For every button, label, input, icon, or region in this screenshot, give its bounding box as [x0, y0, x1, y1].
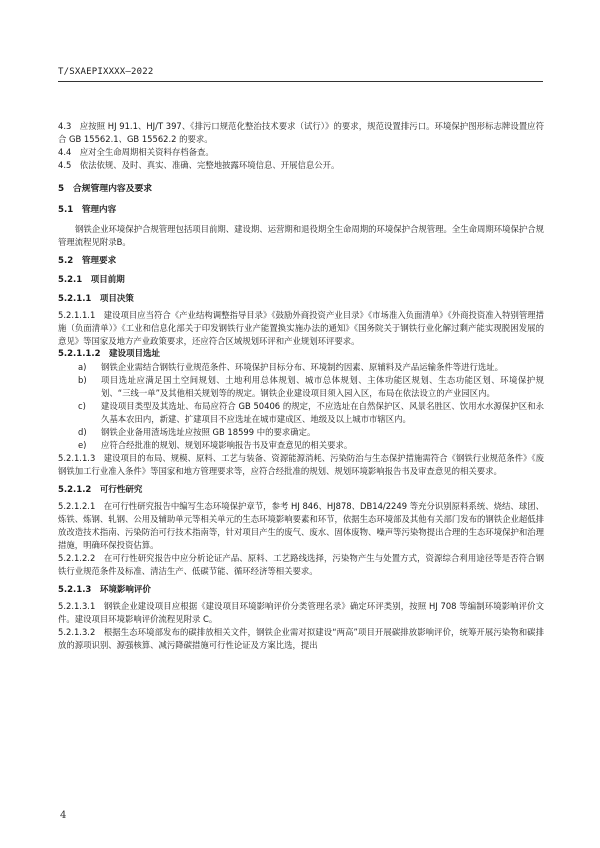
list-item [58, 400, 544, 426]
list-text: 建设项目类型及其选址、布局应符合 GB 50406 的规定，不应选址在自然保护区、风景名胜区、饮用水水源保护区和永久基本农田内，新建、扩建项目不应选址在城市建成区、地级及以上城市市辖区内。 [101, 401, 544, 424]
clause-5-2-1-2-1: 5.2.1.2.1 在可行性研究报告中编写生态环境保护章节，参考 HJ 846、HJ878、DB14/2249 等充分识别原料系统、烧结、球团、炼铁、炼钢、轧钢、公用及辅助单元等相关单元的生态环境影响要素和环节，依据生态环境部及其他有关部门发布的钢铁企业超低排放改造技术指南、污染防治可行技术指南等，针对项目产生的废气、废水、固体废物、噪声等污染物提出合理的生态环境保护和治理措施，明确环保投资估算。 [58, 501, 544, 550]
header-divider [58, 81, 543, 82]
clause-5-2-1-1-3: 5.2.1.1.3 建设项目的布局、规模、原料、工艺与装备、资源能源消耗、污染防治与生态保护措施需符合《钢铁行业规范条件》《废钢铁加工行业准入条件》等国家和地方管理要求等，应符合经批准的规划、规划环境影响报告书及审查意见的相关要求。 [58, 453, 544, 476]
section-heading-5-2-1-1: 5.2.1.1 项目决策 [58, 294, 134, 304]
list-item [58, 374, 544, 400]
clause-4-3: 4.3 应按照 HJ 91.1、HJ/T 397、《排污口规范化整治技术要求（试行）》的要求，规范设置排污口。环境保护图形标志牌设置应符合 GB 15562.1、GB 15562.2 的要求。 [58, 121, 544, 144]
clause-5-2-1-3-2: 5.2.1.3.2 根据生态环境部发布的碳排放相关文件，钢铁企业需对拟建设“两高”项目开展碳排放影响评价，统筹开展污染物和碳排放的源项识别、源强核算、减污降碳措施可行性论证及方案比选，提出 [58, 627, 544, 650]
list-marker: b) [78, 375, 87, 385]
paragraph-management-content: 钢铁企业环境保护合规管理包括项目前期、建设期、运营期和退役期全生命周期的环境保护合规管理。全生命周期环境保护合规管理流程见附录B。 [58, 224, 544, 247]
list-item [58, 361, 544, 374]
list-item [58, 439, 544, 452]
list-text: 钢铁企业备用渣场选址应按照 GB 18599 中的要求确定。 [101, 427, 316, 437]
document-code: T/SXAEPIXXXX—2022 [58, 67, 154, 77]
site-selection-list [58, 361, 544, 452]
page-number: 4 [60, 810, 67, 821]
list-marker: d) [78, 427, 87, 437]
section-heading-5: 5 合规管理内容及要求 [58, 184, 153, 194]
list-text: 项目选址应满足国土空间规划、土地利用总体规划、城市总体规划、主体功能区规划、生态功能区划、环境保护规划、“三线一单”及其他相关规划等的规定。钢铁企业建设项目须入园入区，布局在依法设立的产业园区内。 [101, 375, 544, 398]
clause-5-2-1-1-1: 5.2.1.1.1 建设项目应当符合《产业结构调整指导目录》《鼓励外商投资产业目录》《市场准入负面清单》《外商投资准入特别管理措施（负面清单）》《工业和信息化部关于印发钢铁行业产能置换实施办法的通知》《国务院关于钢铁行业化解过剩产能实现脱困发展的意见》等国家及地方产业政策要求，还应符合区域规划环评和产业规划环评要求。 [58, 310, 544, 346]
clause-5-2-1-3-1: 5.2.1.3.1 钢铁企业建设项目应根据《建设项目环境影响评价分类管理名录》确定环评类别，按照 HJ 708 等编制环境影响评价文件。建设项目环境影响评价流程见附录 C。 [58, 601, 544, 624]
document-body [58, 120, 544, 652]
section-heading-5-2-1-2: 5.2.1.2 可行性研究 [58, 485, 143, 495]
section-heading-5-1: 5.1 管理内容 [58, 205, 117, 215]
section-heading-5-2-1-3: 5.2.1.3 环境影响评价 [58, 585, 151, 595]
list-marker: a) [78, 362, 87, 372]
clause-4-5: 4.5 依法依规、及时、真实、准确、完整地披露环境信息、开展信息公开。 [58, 160, 340, 170]
list-text: 应符合经批准的规划、规划环境影响报告书及审查意见的相关要求。 [101, 440, 353, 450]
clause-4-4: 4.4 应对全生命周期相关资料存档备查。 [58, 147, 214, 157]
clause-5-2-1-2-2: 5.2.1.2.2 在可行性研究报告中应分析论证产品、原料、工艺路线选择，污染物产生与处置方式，资源综合利用途径等是否符合钢铁行业规范条件及标准、清洁生产、低碳节能、循环经济等相关要求。 [58, 553, 544, 576]
list-item [58, 426, 544, 439]
section-heading-5-2-1: 5.2.1 项目前期 [58, 275, 125, 285]
clause-heading-5-2-1-1-2: 5.2.1.1.2 建设项目选址 [58, 349, 160, 359]
list-marker: c) [78, 401, 86, 411]
section-heading-5-2: 5.2 管理要求 [58, 256, 117, 266]
list-text: 钢铁企业需结合钢铁行业规范条件、环境保护目标分布、环境制约因素、原辅料及产品运输条件等进行选址。 [101, 362, 503, 372]
list-marker: e) [78, 440, 87, 450]
